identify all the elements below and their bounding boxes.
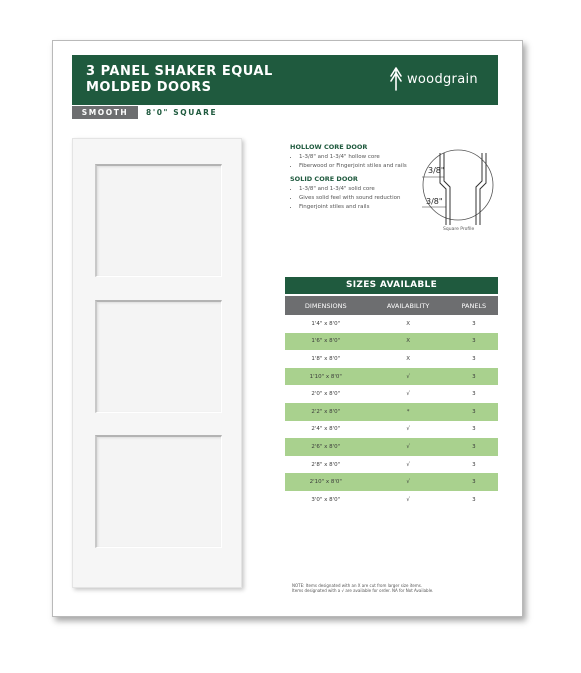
door-illustration — [72, 138, 242, 588]
sizes-table — [285, 296, 498, 509]
column-header-panels: PANELS — [450, 296, 498, 315]
column-header-availability: AVAILABILITY — [367, 296, 450, 315]
woodgrain-logo — [389, 67, 478, 91]
availability-cell: √ — [406, 426, 410, 433]
table-row — [285, 491, 498, 509]
dimension-cell: 3'0" x 8'0" — [311, 496, 341, 503]
profile-dim-top: 3/8" — [428, 166, 445, 175]
availability-cell: √ — [406, 461, 410, 468]
column-header-dimensions: DIMENSIONS — [285, 296, 367, 315]
tree-icon — [389, 67, 403, 91]
table-header-row — [285, 296, 498, 315]
finish-label: SMOOTH — [72, 106, 138, 119]
door-panel-middle — [95, 300, 222, 413]
brand-name: woodgrain — [407, 71, 478, 87]
hollow-core-heading: HOLLOW CORE DOOR — [290, 143, 368, 151]
availability-cell: X — [406, 355, 410, 362]
table-row — [285, 421, 498, 439]
list-item: • Gives solid feel with sound reduction — [299, 194, 430, 203]
profile-dim-bottom: 3/8" — [426, 197, 443, 206]
availability-cell: √ — [406, 391, 410, 398]
list-item: • 1-3/8" and 1-3/4" hollow core — [299, 153, 430, 162]
table-row — [285, 368, 498, 386]
availability-cell: √ — [367, 473, 450, 491]
panels-cell: 3 — [450, 438, 498, 456]
square-profile-diagram — [416, 145, 496, 235]
availability-cell: * — [367, 403, 450, 421]
dimension-cell: 1'8" x 8'0" — [311, 355, 341, 362]
panels-cell: 3 — [450, 403, 498, 421]
panels-cell: 3 — [472, 391, 476, 398]
core-specs — [290, 143, 430, 216]
table-row — [285, 385, 498, 403]
solid-core-heading: SOLID CORE DOOR — [290, 175, 358, 183]
dimension-cell: 2'6" x 8'0" — [285, 438, 367, 456]
list-item: • 1-3/8" and 1-3/4" solid core — [299, 185, 430, 194]
size-label: 8'0" SQUARE — [146, 108, 218, 117]
footnote — [292, 583, 482, 593]
footnote-line-1: NOTE: Items designated with an X are cut from larger size items. — [292, 583, 423, 588]
table-row — [285, 473, 498, 491]
dimension-cell: 1'4" x 8'0" — [311, 320, 341, 327]
panels-cell: 3 — [472, 426, 476, 433]
dimension-cell: 1'6" x 8'0" — [285, 333, 367, 351]
dimension-cell: 1'10" x 8'0" — [285, 368, 367, 386]
panels-cell: 3 — [472, 461, 476, 468]
list-item: • Fiberwood or Fingerjoint stiles and rails — [299, 162, 430, 171]
dimension-cell: 2'2" x 8'0" — [285, 403, 367, 421]
page-title — [86, 64, 273, 96]
dimension-cell: 2'0" x 8'0" — [311, 391, 341, 398]
table-row — [285, 315, 498, 333]
title-line-1: 3 PANEL SHAKER EQUAL — [86, 64, 273, 79]
panels-cell: 3 — [472, 496, 476, 503]
panels-cell: 3 — [472, 355, 476, 362]
table-row — [285, 438, 498, 456]
sizes-heading: SIZES AVAILABLE — [285, 277, 498, 294]
table-row — [285, 456, 498, 474]
availability-cell: X — [406, 320, 410, 327]
panels-cell: 3 — [450, 333, 498, 351]
title-line-2: MOLDED DOORS — [86, 80, 212, 95]
panels-cell: 3 — [450, 473, 498, 491]
door-panel-bottom — [95, 435, 222, 548]
dimension-cell: 2'8" x 8'0" — [311, 461, 341, 468]
solid-core-list — [290, 185, 430, 212]
table-row — [285, 333, 498, 351]
profile-caption: Square Profile — [443, 227, 475, 232]
availability-cell: √ — [367, 368, 450, 386]
hollow-core-list — [290, 153, 430, 171]
availability-cell: √ — [406, 496, 410, 503]
availability-cell: √ — [367, 438, 450, 456]
dimension-cell: 2'10" x 8'0" — [285, 473, 367, 491]
availability-cell: X — [367, 333, 450, 351]
list-item: • Fingerjoint stiles and rails — [299, 203, 430, 212]
panels-cell: 3 — [472, 320, 476, 327]
table-row — [285, 350, 498, 368]
dimension-cell: 2'4" x 8'0" — [311, 426, 341, 433]
door-panel-top — [95, 164, 222, 277]
table-row — [285, 403, 498, 421]
panels-cell: 3 — [450, 368, 498, 386]
footnote-line-2: Items designated with a √ are available for order. NA for Not Available. — [292, 588, 434, 593]
